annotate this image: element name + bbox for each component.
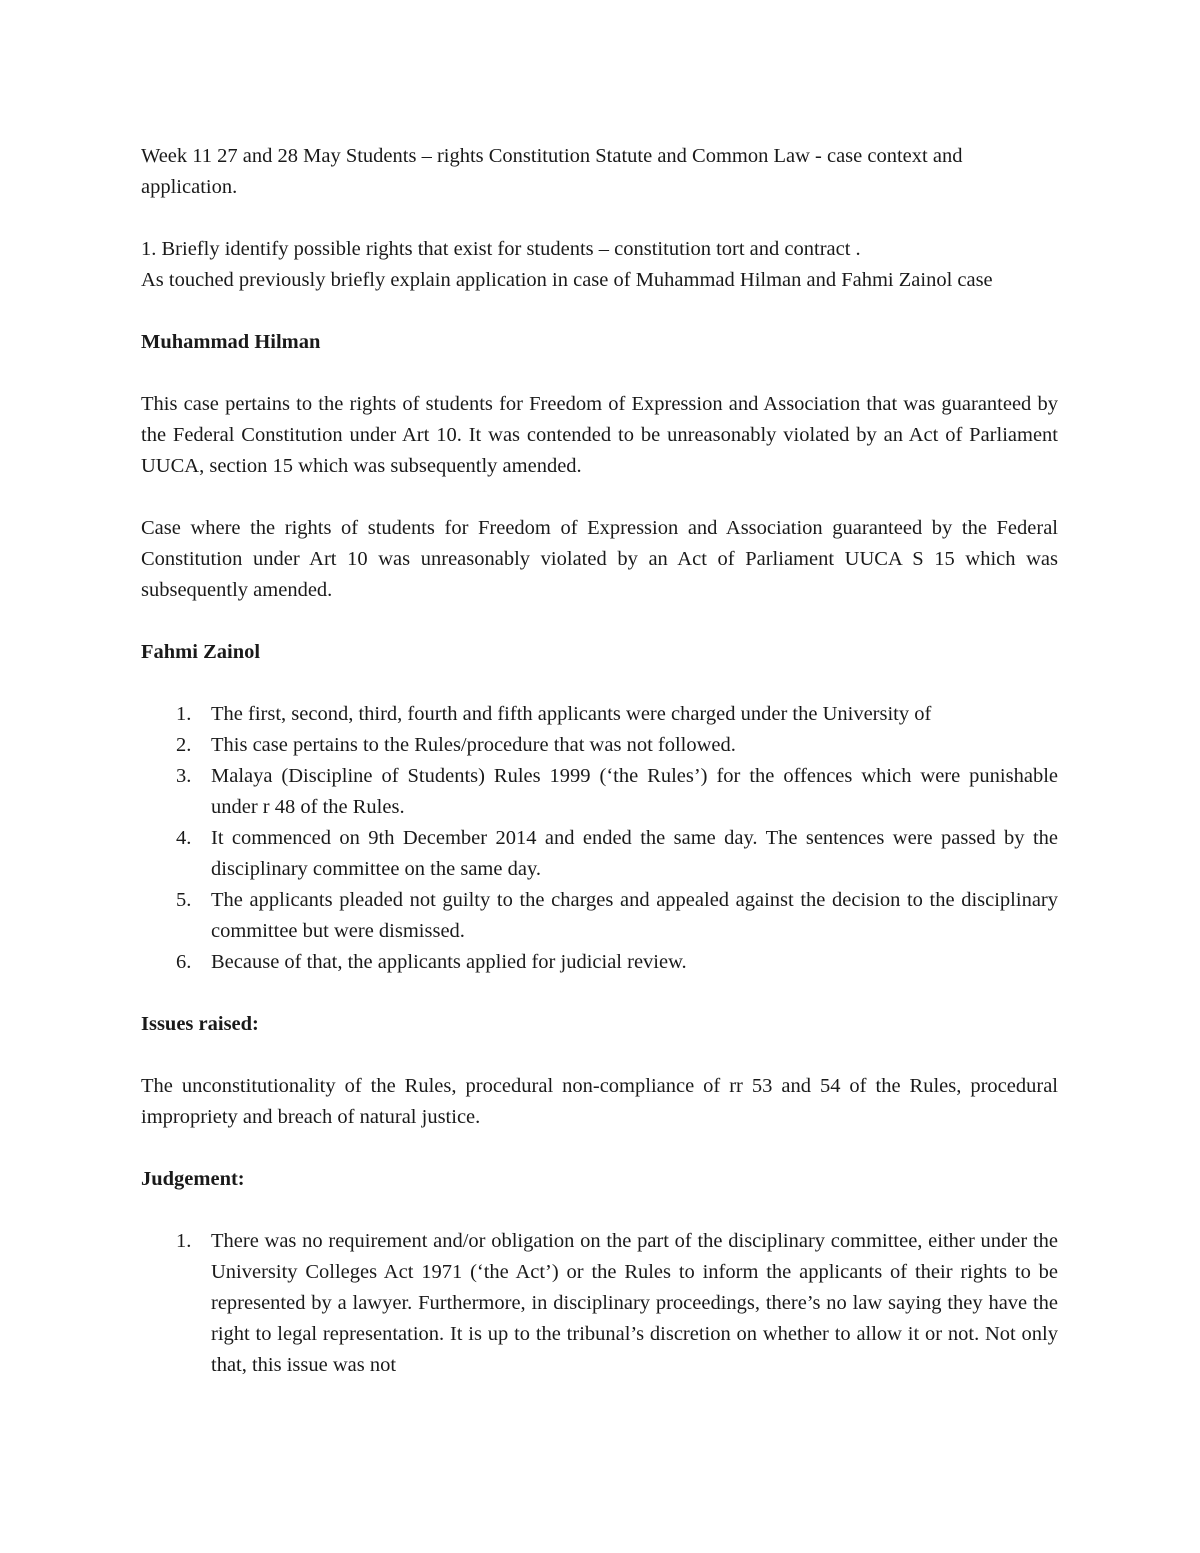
document-page [141,141,1058,1381]
spacer [141,1040,1058,1071]
spacer [141,358,1058,389]
spacer [141,1195,1058,1226]
heading-issues-raised: Issues raised: [141,1013,259,1035]
issues-paragraph: The unconstitutionality of the Rules, procedural non-compliance of rr 53 and 54 of the Rules, procedural impropriety and breach of natural justice. [141,1075,1058,1128]
fahmi-list [141,699,1058,978]
spacer [141,606,1058,637]
judgement-list [141,1226,1058,1381]
list-item: 5. The applicants pleaded not guilty to the charges and appealed against the decision to the disciplinary committee but were dismissed. [176,889,1058,942]
list-item: 3. Malaya (Discipline of Students) Rules 1999 (‘the Rules’) for the offences which were punishable under r 48 of the Rules. [176,765,1058,818]
list-item: 6. Because of that, the applicants applied for judicial review. [176,951,687,973]
hilman-paragraph-2: Case where the rights of students for Freedom of Expression and Association guaranteed by the Federal Constitution under Art 10 was unreasonably violated by an Act of Parliament UUCA S 15 which was subsequently amended. [141,517,1058,601]
heading-judgement: Judgement: [141,1168,245,1190]
spacer [141,296,1058,327]
spacer [141,668,1058,699]
heading-muhammad-hilman: Muhammad Hilman [141,331,321,353]
list-item: 2. This case pertains to the Rules/procedure that was not followed. [176,734,736,756]
question-line: 1. Briefly identify possible rights that exist for students – constitution tort and contract . [141,238,861,260]
spacer [141,1133,1058,1164]
spacer [141,978,1058,1009]
list-item: 1. There was no requirement and/or obligation on the part of the disciplinary committee, either under the University Colleges Act 1971 (‘the Act’) or the Rules to inform the applicants of their rights to be represented by a lawyer. Furthermore, in disciplinary proceedings, there’s no law saying they have the right to legal representation. It is up to the tribunal’s discretion on whether to allow it or not. Not only that, this issue was not [176,1230,1058,1376]
spacer [141,203,1058,234]
week-line: Week 11 27 and 28 May Students – rights Constitution Statute and Common Law - case context and application. [141,145,963,198]
list-item: 4. It commenced on 9th December 2014 and ended the same day. The sentences were passed by the disciplinary committee on the same day. [176,827,1058,880]
hilman-paragraph-1: This case pertains to the rights of students for Freedom of Expression and Association that was guaranteed by the Federal Constitution under Art 10. It was contended to be unreasonably violated by an Act of Parliament UUCA, section 15 which was subsequently amended. [141,393,1058,477]
touched-line: As touched previously briefly explain application in case of Muhammad Hilman and Fahmi Zainol case [141,269,993,291]
heading-fahmi-zainol: Fahmi Zainol [141,641,261,663]
spacer [141,482,1058,513]
list-item: 1. The first, second, third, fourth and fifth applicants were charged under the University of [176,703,932,725]
